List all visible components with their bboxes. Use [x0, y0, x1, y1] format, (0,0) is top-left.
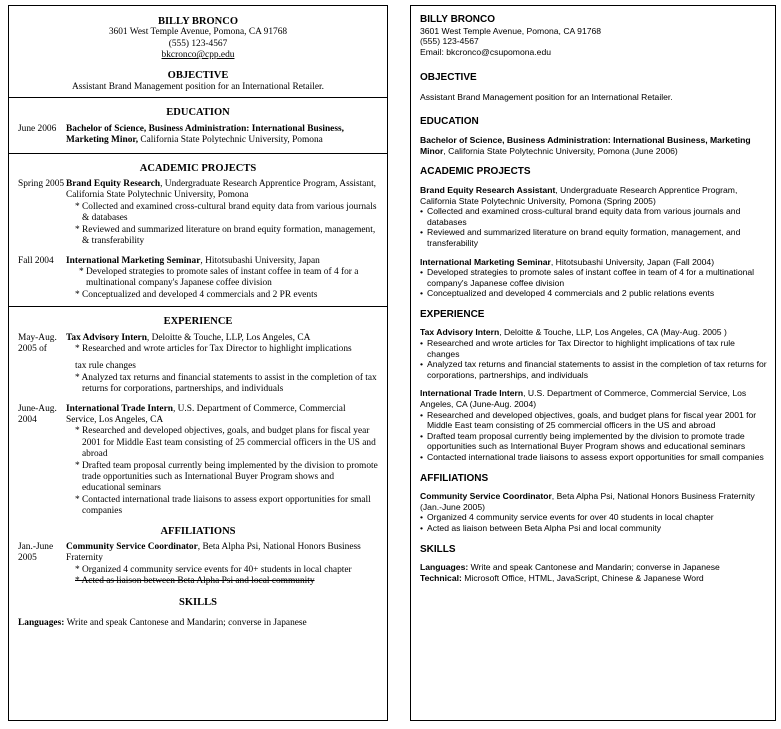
objective-text: Assistant Brand Management position for an International Retailer. [71, 82, 325, 93]
project-title: International Marketing Seminar [420, 256, 551, 267]
affiliation-desc: , Beta Alpha Psi, National Honors Business Fraternity (Jan.-June 2005) [420, 491, 755, 512]
experience-bullet: • Researched and developed objectives, goals, and budget plans for fiscal year 2001 for Middle East team consisting of 25 commercial officers in the US and abroad [420, 410, 767, 431]
section-divider [9, 97, 387, 98]
section-experience: EXPERIENCE [163, 316, 233, 328]
skills-languages [18, 618, 378, 629]
resume-name: BILLY BRONCO [157, 16, 239, 27]
experience-bullet: * Researched and wrote articles for Tax Director to highlight implications [66, 344, 378, 355]
resume-address: 3601 West Temple Avenue, Pomona, CA 91768 [108, 27, 288, 38]
section-projects: ACADEMIC PROJECTS [139, 162, 257, 174]
experience-entry [420, 327, 767, 380]
experience-bullet: • Drafted team proposal currently being implemented by the division to promote trade opportunities such as International Buyer Program shows and educational seminars [420, 431, 767, 452]
section-divider [9, 153, 387, 154]
project-title: Brand Equity Research [66, 179, 161, 190]
education-degree: Bachelor of Science, Business Administration: International Business, Marketing Minor, [66, 123, 344, 146]
resume-after [410, 5, 776, 721]
section-skills: SKILLS [420, 543, 456, 555]
skills-label: Languages: [420, 562, 469, 573]
education-school: California State Polytechnic University, Pomona [138, 135, 323, 146]
section-experience: EXPERIENCE [420, 308, 485, 320]
resume-name: BILLY BRONCO [420, 14, 496, 25]
experience-bullet-continued: tax rule changes [75, 361, 136, 372]
education-school: , California State Polytechnic University, Pomona (June 2006) [443, 145, 678, 156]
affiliation-title: Community Service Coordinator [66, 542, 198, 553]
experience-date: June-Aug. 2004 [18, 403, 57, 425]
resume-email[interactable]: bkcronco@cpp.edu [161, 50, 235, 61]
experience-desc: , Deloitte & Touche, LLP, Los Angeles, CA (May-Aug. 2005 ) [499, 327, 727, 338]
education-date: June 2006 [18, 123, 57, 134]
project-entry [420, 257, 767, 299]
education-degree: Bachelor of Science, Business Administration: International Business, Marketing Minor [420, 135, 751, 156]
experience-title: Tax Advisory Intern [66, 332, 147, 343]
section-skills: SKILLS [179, 596, 217, 608]
section-divider [9, 306, 387, 307]
skills-languages [420, 562, 767, 573]
resume-phone: (555) 123-4567 [420, 36, 479, 47]
project-desc: , Hitotsubashi University, Japan (Fall 2004) [550, 256, 715, 267]
project-bullet: * Collected and examined cross-cultural brand equity data from various journals & databases [66, 202, 378, 225]
project-bullet: * Developed strategies to promote sales of instant coffee in team of 4 for a multinational company's Japanese coffee division [66, 267, 378, 290]
skills-text: Write and speak Cantonese and Mandarin; converse in Japanese [66, 618, 307, 629]
affiliation-bullet: • Organized 4 community service events for over 40 students in local chapter [420, 512, 767, 523]
project-title: International Marketing Seminar [66, 255, 201, 266]
section-affiliations: AFFILIATIONS [420, 472, 489, 484]
experience-date: May-Aug. 2005 of [18, 332, 57, 354]
experience-bullet: * Researched and developed objectives, goals, and budget plans for fiscal year 2001 for Middle East team consisting of 25 commercial officers in the US and abroad [66, 426, 378, 460]
experience-bullet: • Contacted international trade liaisons to assess export opportunities for small companies [420, 452, 767, 463]
experience-bullet: * Analyzed tax returns and financial statements to assist in the completion of tax returns for corporations, partnerships, and individuals [66, 373, 378, 396]
project-bullet: * Conceptualized and developed 4 commercials and 2 PR events [66, 290, 378, 301]
affiliation-title: Community Service Coordinator [420, 491, 552, 502]
affiliation-entry [420, 491, 767, 533]
project-bullet: • Reviewed and summarized literature on brand equity formation, management, and transferability [420, 227, 767, 248]
project-desc: , Undergraduate Research Apprentice Program, California State Polytechnic University, Pomona (Spring 2005) [420, 184, 738, 206]
experience-entry [18, 333, 378, 396]
experience-title: International Trade Intern [66, 403, 173, 414]
affiliation-bullet: * Organized 4 community service events for 40+ students in local chapter [66, 565, 378, 576]
project-entry [18, 256, 378, 302]
affiliation-desc: , Beta Alpha Psi, National Honors Business Fraternity [66, 542, 361, 564]
project-bullet: * Reviewed and summarized literature on brand equity formation, management, & transferability [66, 225, 378, 248]
project-bullet: • Conceptualized and developed 4 commercials and 2 public relations events [420, 288, 767, 299]
skills-label: Languages: [18, 618, 65, 629]
experience-entry [18, 404, 378, 518]
resume-address: 3601 West Temple Avenue, Pomona, CA 91768 [420, 25, 602, 36]
section-objective: OBJECTIVE [420, 72, 477, 84]
experience-bullet: • Analyzed tax returns and financial statements to assist in the completion of tax returns for corporations, partnerships, and individuals [420, 359, 767, 380]
education-entry [420, 135, 767, 156]
section-education: EDUCATION [166, 107, 230, 119]
experience-entry [420, 388, 767, 462]
section-education: EDUCATION [420, 115, 479, 127]
education-entry [18, 124, 378, 147]
affiliation-bullet: * Acted as liaison between Beta Alpha Psi and local community [66, 576, 378, 587]
experience-desc: , U.S. Department of Commerce, Commercial Service, Los Angeles, CA (June-Aug. 2004) [420, 388, 747, 410]
project-title: Brand Equity Research Assistant [420, 184, 556, 195]
experience-bullet: * Contacted international trade liaisons to assess export opportunities for small companies [66, 495, 378, 518]
experience-desc: , Deloitte & Touche, LLP, Los Angeles, CA [146, 332, 311, 343]
experience-title: Tax Advisory Intern [420, 327, 500, 338]
affiliation-entry [18, 542, 378, 588]
affiliation-date: Jan.-June 2005 [18, 542, 54, 564]
section-objective: OBJECTIVE [167, 69, 229, 81]
skills-label: Technical: [420, 572, 462, 583]
project-desc: , Hitotsubashi University, Japan [200, 255, 320, 266]
project-entry [420, 185, 767, 249]
project-date: Spring 2005 [18, 179, 65, 190]
project-date: Fall 2004 [18, 255, 54, 266]
experience-title: International Trade Intern [420, 388, 524, 399]
section-affiliations: AFFILIATIONS [160, 525, 236, 537]
resume-email[interactable]: Email: bkcronco@csupomona.edu [420, 46, 552, 57]
project-entry [18, 179, 378, 247]
experience-desc: , U.S. Department of Commerce, Commercial Service, Los Angeles, CA [66, 403, 346, 425]
resume-phone: (555) 123-4567 [168, 38, 228, 49]
affiliation-bullet: • Acted as liaison between Beta Alpha Psi and local community [420, 523, 767, 534]
skills-technical [420, 573, 767, 584]
skills-text: Write and speak Cantonese and Mandarin; converse in Japanese [468, 562, 720, 573]
project-bullet: • Collected and examined cross-cultural brand equity data from various journals and databases [420, 206, 767, 227]
resume-before [8, 5, 388, 721]
section-projects: ACADEMIC PROJECTS [420, 166, 531, 178]
skills-text: Microsoft Office, HTML, JavaScript, Chinese & Japanese Word [461, 572, 704, 583]
project-desc: , Undergraduate Research Apprentice Program, Assistant, California State Polytechnic University, Pomona [66, 179, 377, 201]
experience-bullet: • Researched and wrote articles for Tax Director to highlight implications of tax rule changes [420, 338, 767, 359]
experience-bullet: * Drafted team proposal currently being implemented by the division to promote trade opportunities such as International Buyer Program shows and educational seminars [66, 461, 378, 495]
project-bullet: • Developed strategies to promote sales of instant coffee in team of 4 for a multinational company's Japanese coffee division [420, 267, 767, 288]
objective-text: Assistant Brand Management position for an International Retailer. [420, 91, 673, 102]
